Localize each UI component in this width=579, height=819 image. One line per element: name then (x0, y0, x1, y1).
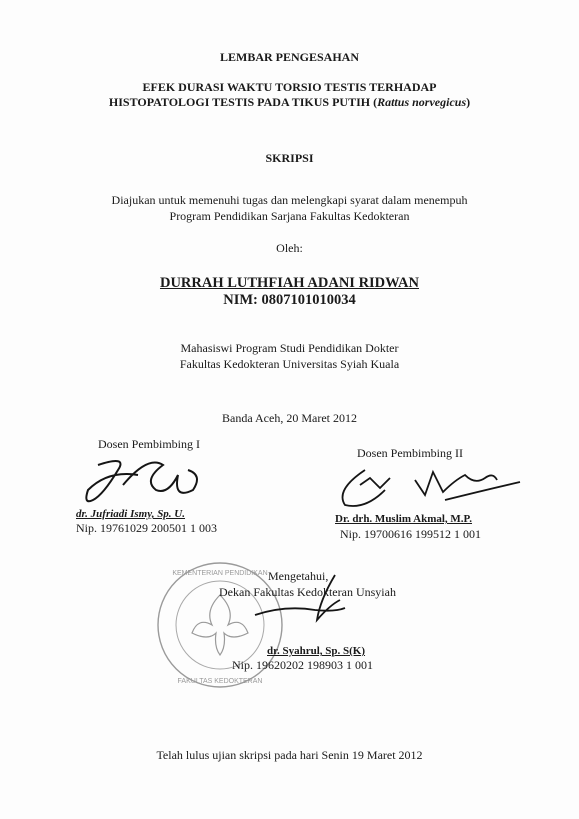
supervisor-2-nip: Nip. 19700616 199512 1 001 (340, 527, 481, 541)
student-name: DURRAH LUTHFIAH ADANI RIDWAN (159, 275, 419, 291)
supervisor-1-signature (68, 445, 218, 515)
thesis-title-line-1: EFEK DURASI WAKTU TORSIO TESTIS TERHADAP (142, 80, 437, 94)
by-label: Oleh: (276, 241, 303, 255)
purpose-line-1: Diajukan untuk memenuhi tugas dan melengkapi syarat dalam menempuh (111, 193, 468, 207)
supervisor-1-label: Dosen Pembimbing I (98, 437, 200, 451)
page-title: LEMBAR PENGESAHAN (219, 50, 359, 64)
acknowledged-label: Mengetahui, (268, 569, 329, 583)
student-nim: NIM: 0807101010034 (223, 292, 356, 308)
dean-signature (245, 570, 365, 630)
thesis-title-line-2: HISTOPATOLOGI TESTIS PADA TIKUS PUTIH (Rattus norvegicus) (108, 95, 471, 109)
supervisor-1-name: dr. Jufriadi Ismy, Sp. U. (76, 508, 186, 520)
student-program: Mahasiswi Program Studi Pendidikan Dokter (180, 341, 399, 355)
place-date: Banda Aceh, 20 Maret 2012 (222, 411, 357, 425)
purpose-line-2: Program Pendidikan Sarjana Fakultas Kedokteran (169, 209, 410, 223)
dean-nip: Nip. 19620202 198903 1 001 (232, 658, 373, 672)
dean-name: dr. Syahrul, Sp. S(K) (267, 645, 366, 657)
supervisor-2-signature (325, 450, 525, 520)
supervisor-2-label: Dosen Pembimbing II (357, 446, 463, 460)
seal-top-text: KEMENTERIAN PENDIDIKAN (172, 570, 268, 577)
supervisor-1-nip: Nip. 19761029 200501 1 003 (76, 521, 217, 535)
student-faculty: Fakultas Kedokteran Universitas Syiah Kuala (179, 357, 400, 371)
exam-passed-statement: Telah lulus ujian skripsi pada hari Senin 19 Maret 2012 (156, 748, 423, 762)
dean-title: Dekan Fakultas Kedokteran Unsyiah (219, 585, 396, 599)
supervisor-2-name: Dr. drh. Muslim Akmal, M.P. (335, 513, 473, 525)
document-type: SKRIPSI (265, 151, 314, 165)
seal-bottom-text: FAKULTAS KEDOKTERAN (177, 678, 263, 685)
